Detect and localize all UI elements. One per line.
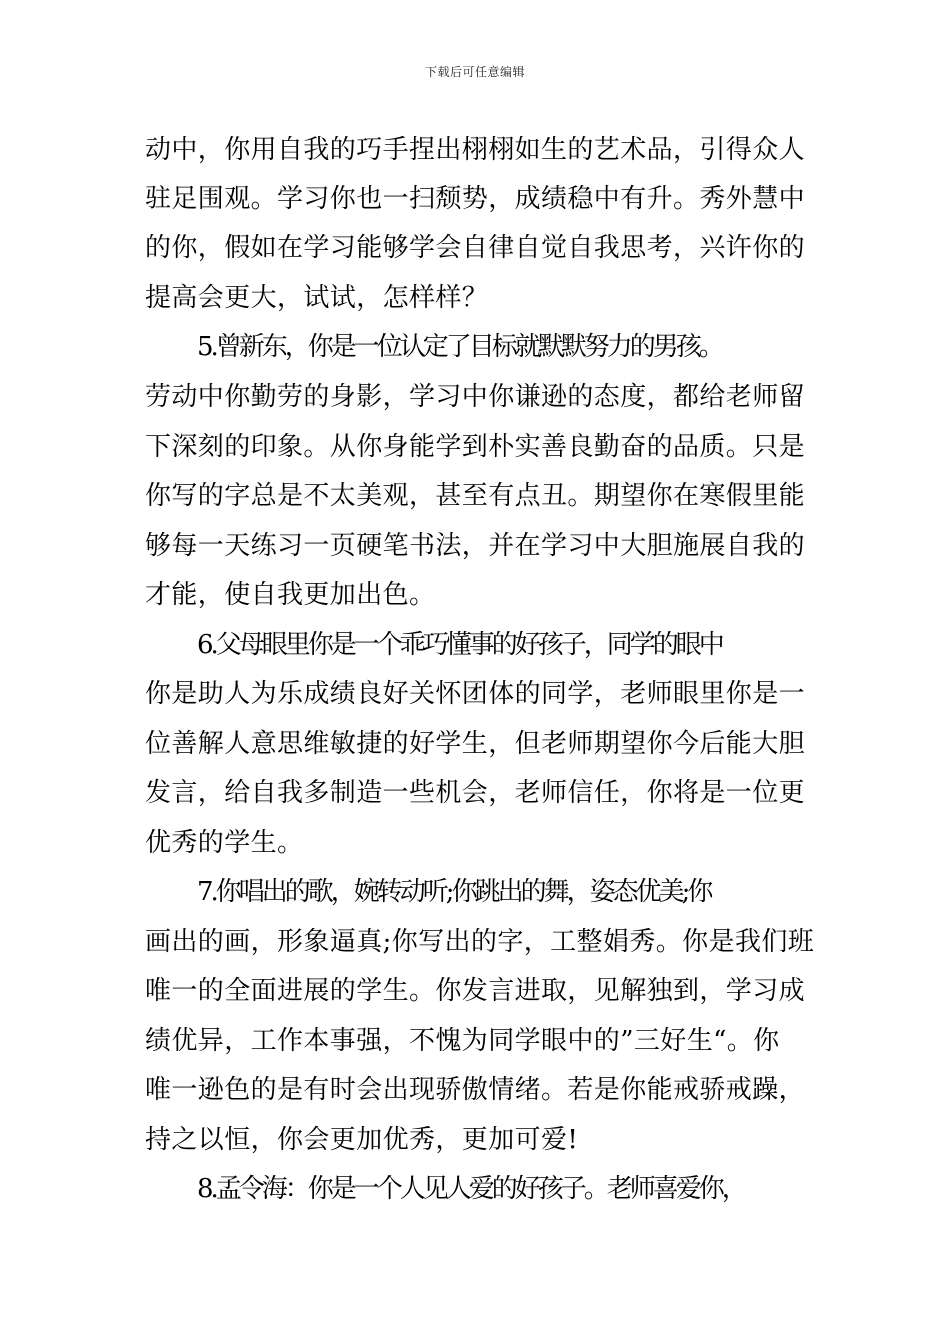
text-line: 才能，使自我更加出色。 (145, 580, 436, 610)
text-line: 发言，给自我多制造一些机会，老师信任，你将是一位更 (145, 778, 806, 808)
text-line: 持之以恒，你会更加优秀，更加可爱! (145, 1125, 579, 1155)
text-line: 下深刻的印象。从你身能学到朴实善良勤奋的品质。只是 (145, 432, 806, 462)
text-line: 唯一的全面进展的学生。你发言进取，见解独到，学习成 (145, 976, 806, 1006)
text-line: 唯一逊色的是有时会出现骄傲情绪。若是你能戒骄戒躁， (145, 1075, 806, 1105)
text-line: 的你，假如在学习能够学会自律自觉自我思考，兴许你的 (145, 233, 806, 263)
text-line: 驻足围观。学习你也一扫颓势，成绩稳中有升。秀外慧中 (145, 184, 806, 214)
text-line: 你写的字总是不太美观，甚至有点丑。期望你在寒假里能 (145, 481, 806, 511)
text-line: 绩优异，工作本事强，不愧为同学眼中的”三好生“。你 (145, 1026, 780, 1056)
paragraph-start-line: 6.父母眼里你是一个乖巧懂事的好孩子，同学的眼中 (197, 630, 722, 660)
text-line: 优秀的学生。 (145, 828, 304, 858)
page-header: 下载后可任意编辑 (424, 65, 525, 79)
paragraph-start-line: 7.你唱出的歌，婉转动听;你跳出的舞，姿态优美;你 (197, 877, 711, 907)
text-line: 劳动中你勤劳的身影，学习中你谦逊的态度，都给老师留 (145, 382, 806, 412)
paragraph-start-line: 5.曾新东，你是一位认定了目标就默默努力的男孩。 (197, 332, 722, 362)
text-line: 够每一天练习一页硬笔书法，并在学习中大胆施展自我的 (145, 531, 806, 561)
text-line: 你是助人为乐成绩良好关怀团体的同学，老师眼里你是一 (145, 679, 806, 709)
text-line: 动中，你用自我的巧手捏出栩栩如生的艺术品，引得众人 (145, 135, 806, 165)
paragraph-start-line: 8.孟令海：你是一个人见人爱的好孩子。老师喜爱你， (197, 1174, 745, 1204)
text-line: 画出的画，形象逼真;你写出的字，工整娟秀。你是我们班 (145, 927, 815, 957)
text-line: 提高会更大，试试，怎样样？ (145, 283, 489, 313)
text-line: 位善解人意思维敏捷的好学生，但老师期望你今后能大胆 (145, 729, 806, 759)
